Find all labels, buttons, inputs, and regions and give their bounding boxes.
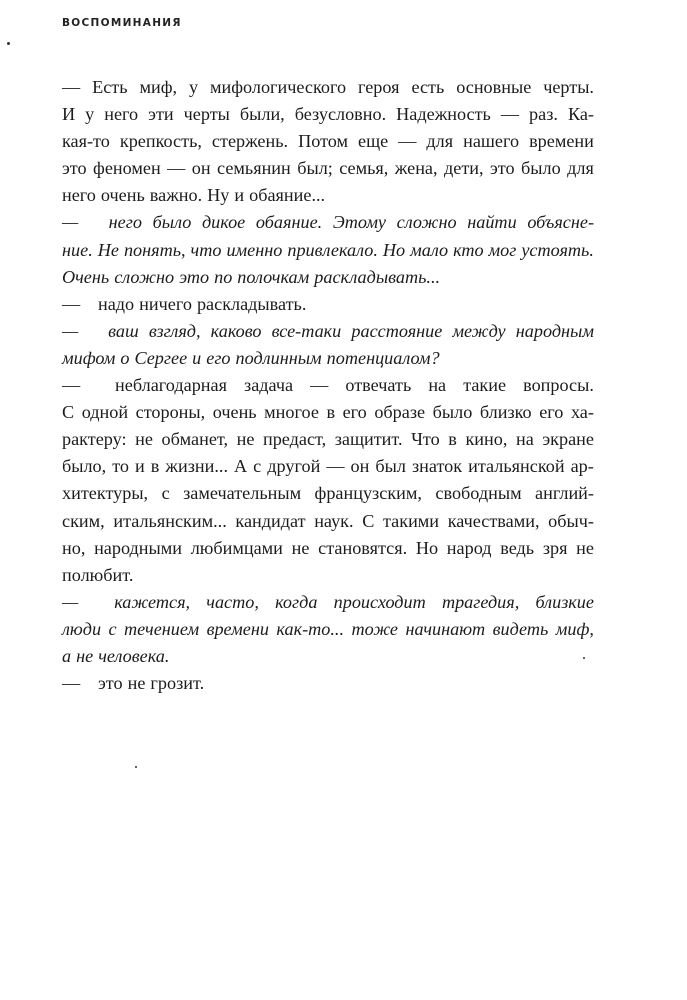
- text-line: кая-то крепкость, стержень. Потом еще — для нашего времени: [62, 131, 594, 152]
- text-line: мифом о Сергее и его подлинным потенциалом?: [62, 347, 440, 368]
- dialogue-line: — кажется, часто, когда происходит трагедия, близкие: [62, 591, 594, 612]
- text-line: ским, итальянским... кандидат наук. С такими качествами, обыч-: [62, 510, 594, 531]
- text-line: полюбит.: [62, 564, 134, 585]
- dialogue-line: — него было дикое обаяние. Этому сложно найти объясне-: [62, 212, 594, 233]
- text-line: люди с течением времени как-то... тоже начинают видеть миф,: [62, 618, 594, 639]
- text-line: него очень важно. Ну и обаяние...: [62, 185, 326, 206]
- dialogue-line: — надо ничего раскладывать.: [62, 293, 307, 314]
- text-line: С одной стороны, очень многое в его образе было близко его ха-: [62, 402, 594, 423]
- text-line: а не человека.: [62, 645, 170, 666]
- running-header: ВОСПОМИНАНИЯ: [62, 17, 182, 29]
- dialogue-line: — ваш взгляд, каково все-таки расстояние между народным: [62, 320, 594, 341]
- text-line: — Есть миф, у мифологического героя есть основные черты.: [62, 77, 594, 97]
- text-line: рактеру: не обманет, не предаст, защитит. Что в кино, на экране: [62, 429, 594, 450]
- dialogue-line: — это не грозит.: [62, 673, 205, 694]
- text-line: Очень сложно это по полочкам раскладывать...: [62, 266, 441, 287]
- text-line: было, то и в жизни... А с другой — он был знаток итальянской ар-: [62, 456, 594, 477]
- dialogue-line: — неблагодарная задача — отвечать на такие вопросы.: [62, 375, 594, 396]
- body-text: [62, 74, 594, 697]
- text-line: это феномен — он семьянин был; семья, жена, дети, это было для: [62, 158, 594, 179]
- text-line: хитектуры, с замечательным французским, свободным англий-: [62, 483, 594, 504]
- print-speck: [135, 766, 137, 768]
- text-line: но, народными любимцами не становятся. Но народ ведь зря не: [62, 537, 594, 558]
- text-line: ние. Не понять, что именно привлекало. Но мало кто мог устоять.: [62, 239, 594, 260]
- print-speck: [7, 42, 10, 45]
- text-line: И у него эти черты были, безусловно. Надежность — раз. Ка-: [62, 104, 594, 125]
